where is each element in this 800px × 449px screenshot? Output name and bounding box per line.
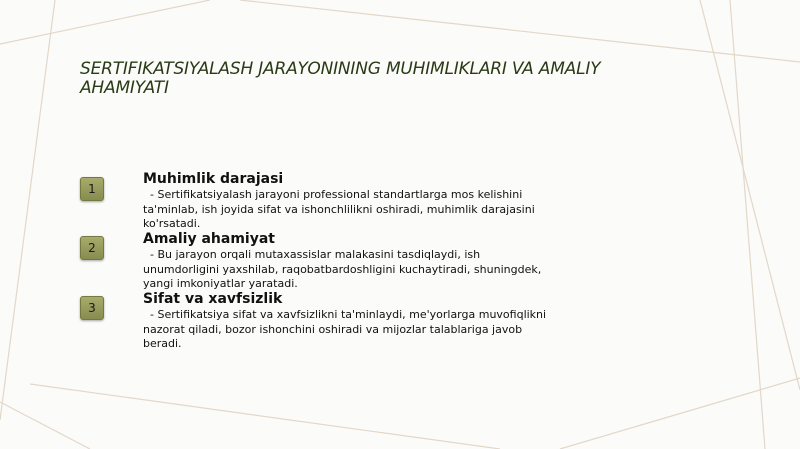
item-description: - Bu jarayon orqali mutaxassislar malakasini tasdiqlaydi, ish unumdorligini yaxshilab, raqobatbardoshligini kuchaytiradi, shuningdek, yangi imkoniyatlar yaratadi. — [143, 248, 545, 290]
item-heading: Amaliy ahamiyat — [143, 231, 275, 247]
item-heading: Muhimlik darajasi — [143, 171, 284, 187]
item-number-badge: 2 — [80, 236, 104, 260]
item-heading: Sifat va xavfsizlik — [143, 291, 283, 307]
slide-title: SERTIFIKATSIYALASH JARAYONINING MUHIMLIKLARI VA AMALIY AHAMIYATI — [80, 59, 601, 98]
item-description: - Sertifikatsiyalash jarayoni professional standartlarga mos kelishini ta'minlab, ish joyida sifat va ishonchlilikni oshiradi, muhimlik darajasini ko'rsatadi. — [143, 188, 539, 230]
item-number-badge: 1 — [80, 177, 104, 201]
item-description: - Sertifikatsiya sifat va xavfsizlikni ta'minlaydi, me'yorlarga muvofiqlikni nazorat qiladi, bozor ishonchini oshiradi va mijozlar talablariga javob beradi. — [143, 308, 550, 350]
item-number-badge: 3 — [80, 296, 104, 320]
